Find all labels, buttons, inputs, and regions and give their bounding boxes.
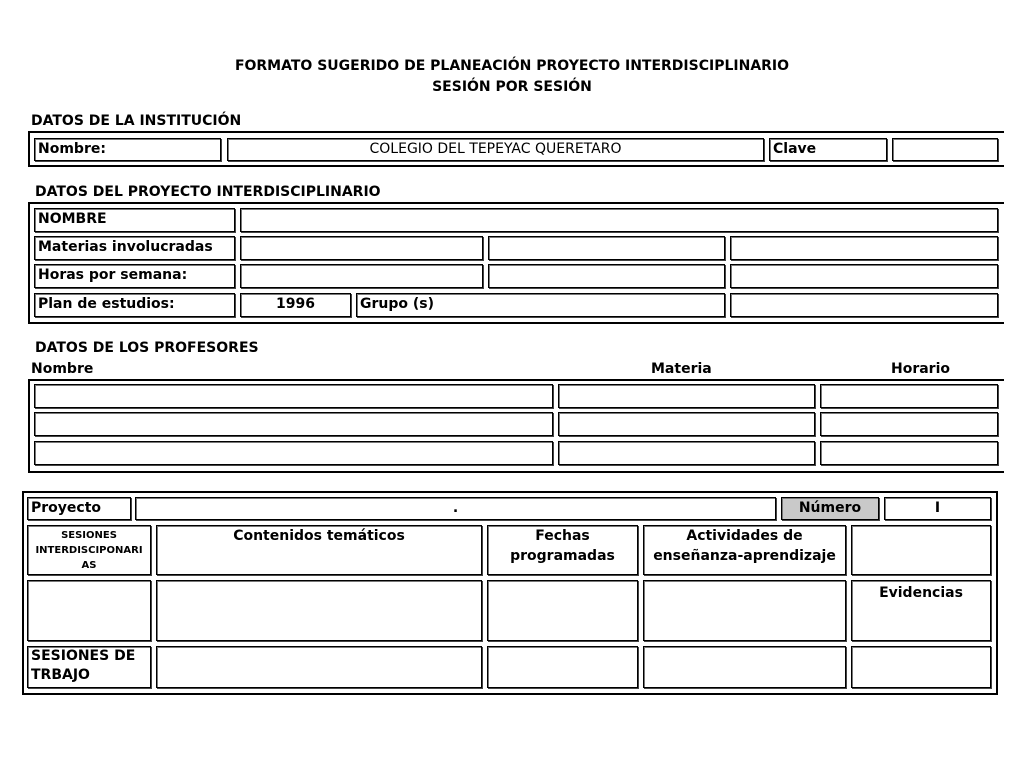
document-title-line2: SESIÓN POR SESIÓN: [432, 79, 592, 95]
materias-field-1[interactable]: [240, 236, 483, 260]
evidencias-cell[interactable]: Evidencias: [851, 580, 991, 641]
materias-label: Materias involucradas: [34, 236, 235, 260]
section-profesores-title: DATOS DE LOS PROFESORES: [35, 340, 259, 356]
proyecto-nombre-field[interactable]: [240, 208, 998, 232]
sesion-row-1-fechas[interactable]: [487, 580, 638, 641]
proyecto-field[interactable]: .: [135, 497, 776, 520]
profesor-2-materia[interactable]: [558, 412, 815, 436]
document-title-line1: FORMATO SUGERIDO DE PLANEACIÓN PROYECTO INTERDISCIPLINARIO: [234, 58, 790, 74]
proyecto-label: Proyecto: [27, 497, 131, 520]
profesores-col-materia: Materia: [651, 361, 712, 377]
header-contenidos: Contenidos temáticos: [156, 525, 482, 575]
trabajo-actividades[interactable]: [643, 646, 846, 688]
horas-label: Horas por semana:: [34, 264, 235, 288]
plan-label: Plan de estudios:: [34, 293, 235, 317]
proyecto-nombre-label: NOMBRE: [34, 208, 235, 232]
horas-field-2[interactable]: [488, 264, 725, 288]
institucion-clave-label: Clave: [769, 138, 887, 161]
profesor-3-nombre[interactable]: [34, 441, 553, 465]
horas-field-1[interactable]: [240, 264, 483, 288]
sesiones-trabajo-label: SESIONES DE TRBAJO: [27, 646, 151, 688]
header-actividades: Actividades de enseñanza-aprendizaje: [643, 525, 846, 575]
institucion-nombre-label: Nombre:: [34, 138, 221, 161]
institucion-nombre-field[interactable]: COLEGIO DEL TEPEYAC QUERETARO: [227, 138, 764, 161]
section-institucion-title: DATOS DE LA INSTITUCIÓN: [31, 113, 242, 129]
header-fechas: Fechas programadas: [487, 525, 638, 575]
profesores-col-horario: Horario: [891, 361, 951, 377]
trabajo-contenidos[interactable]: [156, 646, 482, 688]
numero-label: Número: [781, 497, 879, 520]
profesores-col-nombre: Nombre: [31, 361, 94, 377]
numero-value[interactable]: I: [884, 497, 991, 520]
sesion-row-1-actividades[interactable]: [643, 580, 846, 641]
materias-field-2[interactable]: [488, 236, 725, 260]
profesor-1-materia[interactable]: [558, 384, 815, 408]
trabajo-evidencias[interactable]: [851, 646, 991, 688]
grupo-label: Grupo (s): [356, 293, 725, 317]
plan-value[interactable]: 1996: [240, 293, 351, 317]
header-sesiones-interdisciplinarias: SESIONES INTERDISCIPONARI AS: [27, 525, 151, 575]
profesor-1-horario[interactable]: [820, 384, 998, 408]
trabajo-fechas[interactable]: [487, 646, 638, 688]
profesor-3-horario[interactable]: [820, 441, 998, 465]
sesion-row-1-contenidos[interactable]: [156, 580, 482, 641]
sesion-row-1-label[interactable]: [27, 580, 151, 641]
header-extra-cell: [851, 525, 991, 575]
materias-field-3[interactable]: [730, 236, 998, 260]
profesor-2-horario[interactable]: [820, 412, 998, 436]
profesor-1-nombre[interactable]: [34, 384, 553, 408]
institucion-clave-field[interactable]: [892, 138, 998, 161]
profesor-3-materia[interactable]: [558, 441, 815, 465]
grupo-field[interactable]: [730, 293, 998, 317]
profesor-2-nombre[interactable]: [34, 412, 553, 436]
horas-field-3[interactable]: [730, 264, 998, 288]
section-proyecto-title: DATOS DEL PROYECTO INTERDISCIPLINARIO: [35, 184, 381, 200]
